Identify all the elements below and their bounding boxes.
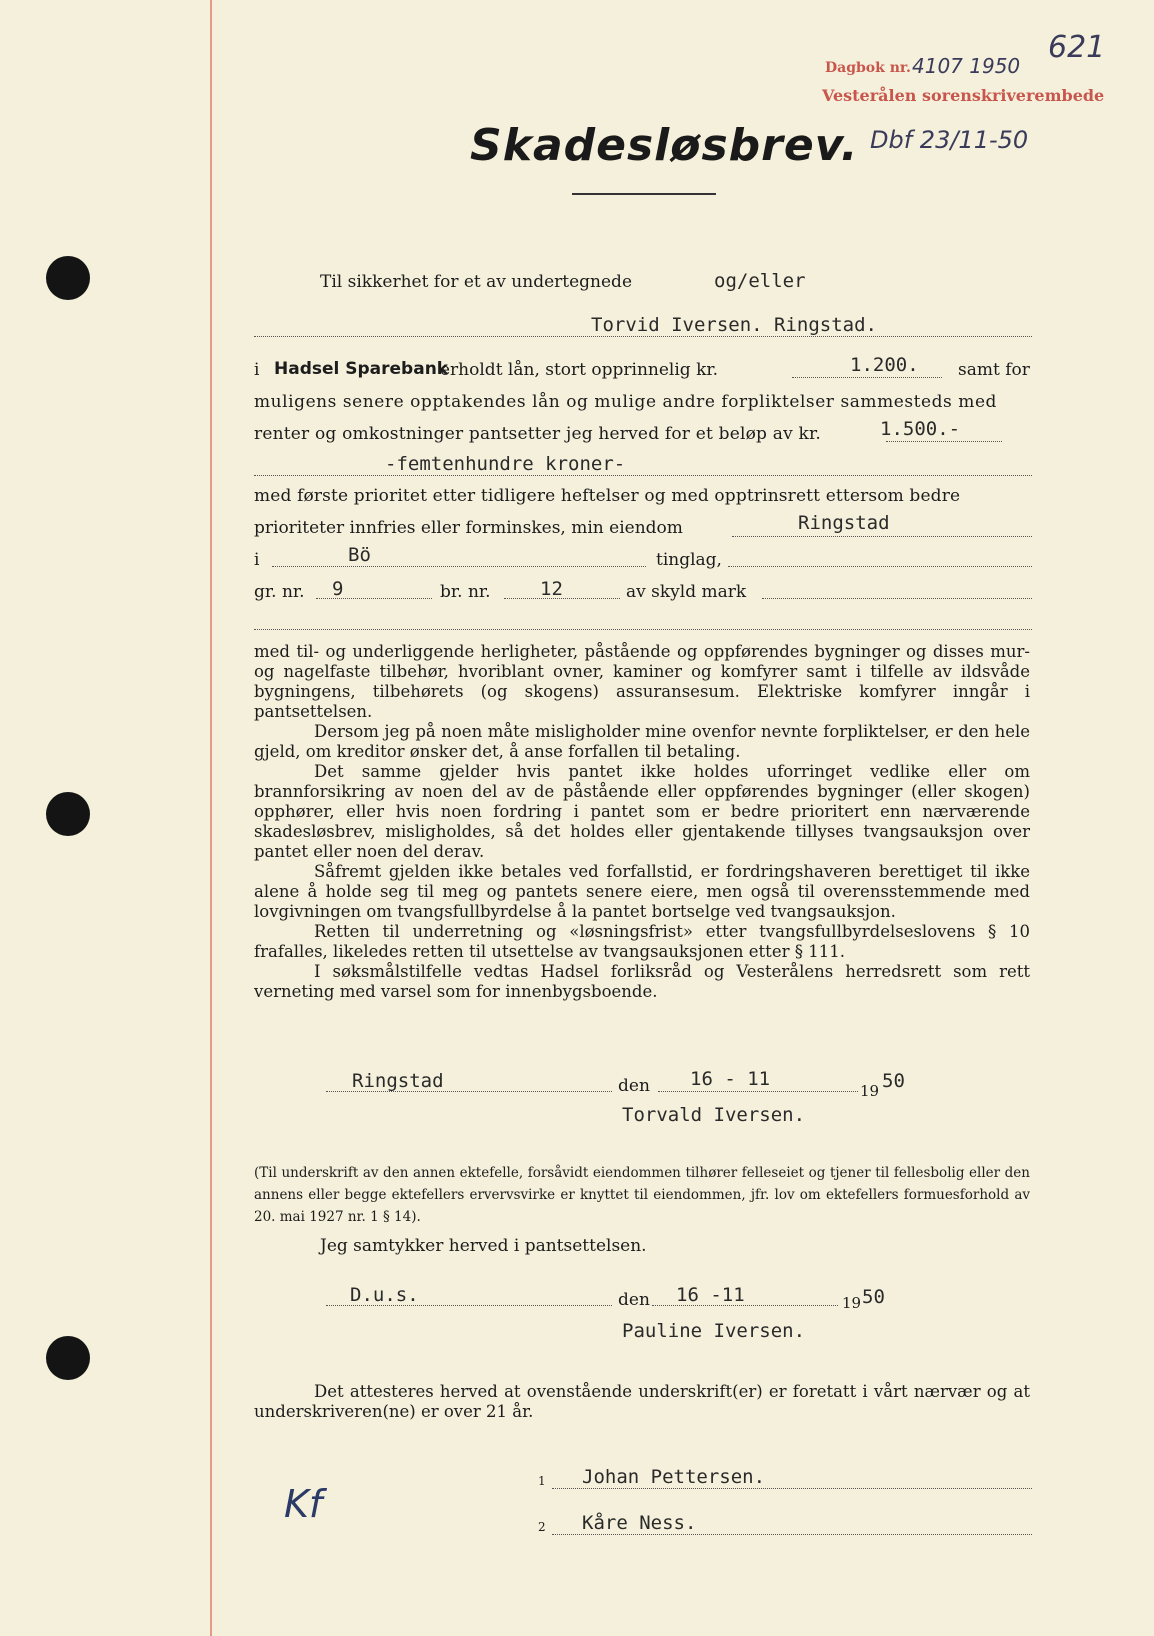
binder-hole-bottom — [46, 1336, 90, 1380]
debtor-line — [254, 336, 1032, 337]
skyld-label: av skyld mark — [626, 582, 747, 602]
skyld-line — [762, 598, 1032, 599]
body-paragraph-3: Det samme gjelder hvis pantet ikke holdes uforringet vedlike eller om brannforsikring av noen del av de påstående eller oppførendes bygninger (eller skogen) opphører, eller hvis noen fordring i pantet som er bedre prioritert enn nærværende skadesløsbrev, misligholdes, så det holdes eller gjentakende tillyses tvangsauksjon over pantet eller noen del derav. — [254, 762, 1030, 861]
tinglag-label: tinglag, — [656, 550, 722, 570]
amount-words-line — [254, 475, 1032, 476]
attestation-text — [254, 1382, 1030, 1422]
consent-text: Jeg samtykker herved i pantsettelsen. — [320, 1236, 647, 1256]
br-nr-label: br. nr. — [440, 582, 491, 602]
signing1-year-prefix: 19 — [860, 1082, 880, 1100]
municipality-line — [272, 566, 646, 567]
loan-line-6: prioriteter innfries eller forminskes, min eiendom — [254, 518, 683, 538]
signing2-place: D.u.s. — [350, 1284, 419, 1306]
stamp-dagbok-label: Dagbok nr. — [825, 60, 911, 76]
stamp-court-name: Vesterålen sorenskriverembede — [822, 86, 1105, 105]
bank-name: Hadsel Sparebank — [274, 359, 449, 379]
gr-nr-label: gr. nr. — [254, 582, 305, 602]
body-paragraph-2: Dersom jeg på noen måte misligholder mine ovenfor nevnte forpliktelser, er den hele gjeld, om kreditor ønsker det, å anse forfallen til betaling. — [254, 722, 1030, 761]
loan-line-2: muligens senere opptakendes lån og mulige andre forpliktelser sammesteds med — [254, 392, 997, 412]
amount-original-line — [792, 377, 942, 378]
loan-text-1: erholdt lån, stort opprinnelig kr. — [440, 360, 719, 380]
body-paragraph-4: Såfremt gjelden ikke betales ved forfallstid, er fordringshaveren berettiget til ikke alene å holde seg til meg og pantets senere eiere, men også til overensstemmende med lovgivningen om tvangsfullbyrdelse å la pantet bortselge ved tvangsauksjon. — [254, 862, 1030, 921]
property-line — [732, 536, 1032, 537]
br-nr-value: 12 — [540, 578, 563, 600]
body-text — [254, 642, 1030, 1002]
stamp-dagbok-number: 4107 1950 — [912, 54, 1021, 78]
body-paragraph-5: Retten til underretning og «løsningsfrist» etter tvangsfullbyrdelseslovens § 10 frafalles, likeledes retten til utsettelse av tvangsauksjonen etter § 111. — [254, 922, 1030, 961]
initials-signature: Kf — [284, 1482, 323, 1526]
signing2-year-suffix: 50 — [862, 1286, 885, 1308]
tinglag-line — [728, 566, 1032, 567]
amount-words: -femtenhundre kroner- — [385, 453, 626, 475]
signing1-den: den — [618, 1076, 650, 1096]
loan-i: i — [254, 360, 260, 380]
witness-2-line — [552, 1534, 1032, 1535]
signing1-signature: Torvald Iversen. — [622, 1104, 806, 1126]
loan-line-5: med første prioritet etter tidligere heftelser og med opptrinsrett ettersom bedre — [254, 486, 961, 506]
binder-hole-top — [46, 256, 90, 300]
witness-1-number: 1 — [538, 1474, 546, 1488]
handwritten-registration-date: Dbf 23/11-50 — [870, 126, 1029, 154]
signing1-year-suffix: 50 — [882, 1070, 905, 1092]
property-name: Ringstad — [798, 512, 890, 534]
gr-nr-value: 9 — [332, 578, 344, 600]
title-ornament — [572, 193, 716, 199]
attestation-paragraph: Det attesteres herved at ovenstående underskrift(er) er foretatt i vårt nærvær og at underskriveren(ne) er over 21 år. — [254, 1382, 1030, 1421]
page-number: 621 — [1048, 30, 1106, 65]
witness-2-name: Kåre Ness. — [582, 1512, 697, 1534]
witness-2-number: 2 — [538, 1520, 546, 1534]
witness-1-line — [552, 1488, 1032, 1489]
signing1-date-line — [658, 1091, 858, 1092]
intro-text: Til sikkerhet for et av undertegnede — [320, 272, 633, 292]
debtor-name: Torvid Iversen. Ringstad. — [591, 314, 877, 336]
loan-text-2: samt for — [958, 360, 1030, 380]
signing2-year-prefix: 19 — [842, 1294, 862, 1312]
amount-pledged-line — [886, 441, 1002, 442]
margin-line — [210, 0, 212, 1636]
amount-pledged: 1.500.- — [880, 418, 961, 440]
loan-line-3: renter og omkostninger pantsetter jeg herved for et beløp av kr. — [254, 424, 822, 444]
document-title: Skadesløsbrev. — [470, 120, 859, 171]
witness-1-name: Johan Pettersen. — [582, 1466, 766, 1488]
spouse-note: (Til underskrift av den annen ektefelle, forsåvidt eiendommen tilhører felleseiet og tjener til fellesbolig eller den annens eller begge ektefellers ervervsvirke er knyttet til eiendommen, jfr. lov om ektefellers formuesforhold av 20. mai 1927 nr. 1 § 14). — [254, 1165, 1030, 1225]
binder-hole-middle — [46, 792, 90, 836]
signing1-date: 16 - 11 — [690, 1068, 771, 1090]
body-paragraph-6: I søksmålstilfelle vedtas Hadsel forliksråd og Vesterålens herredsrett som rett verneting med varsel som for innenbygsboende. — [254, 962, 1030, 1001]
signing2-signature: Pauline Iversen. — [622, 1320, 806, 1342]
skyld-line-2 — [254, 629, 1032, 630]
signing2-date: 16 -11 — [676, 1284, 745, 1306]
body-paragraph-1: med til- og underliggende herligheter, påstående og oppførendes bygninger og disses mur- og nagelfaste tilbehør, hvoriblant ovner, kaminer og komfyrer samt i tilfelle av ildsvåde bygningens, tilbehørets (og skogens) assuransesum. Elektriske komfyrer inngår i pantsettelsen. — [254, 642, 1030, 721]
signing1-place: Ringstad — [352, 1070, 444, 1092]
amount-original: 1.200. — [850, 354, 919, 376]
intro-og-eller: og/eller — [714, 270, 806, 292]
signing2-den: den — [618, 1290, 650, 1310]
municipality: Bö — [348, 544, 371, 566]
municipality-i: i — [254, 550, 260, 570]
